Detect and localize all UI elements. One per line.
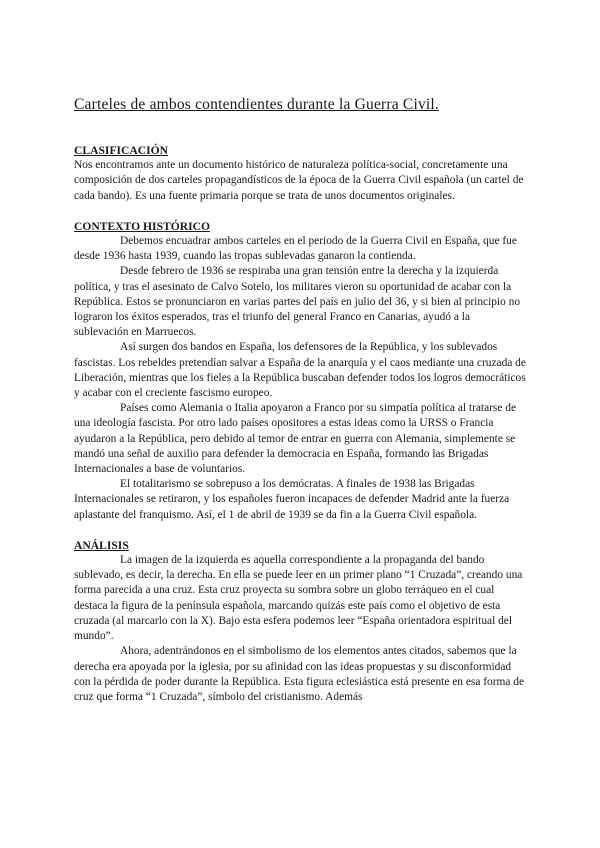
section-heading-clasificacion: CLASIFICACIÓN bbox=[74, 144, 169, 157]
paragraph: La imagen de la izquierda es aquella correspondiente a la propaganda del bando sublevado, es decir, la derecha. En ella se puede leer en un primer plano “1 Cruzada”, creando una forma parecida a una cruz. Esta cruz proyecta su sombra sobre un globo terráqueo en el cual destaca la figura de la península española, marcando quizás este país como el objetivo de esta cruzada (al marcarlo con la X). Bajo esta esfera podemos leer “España orientadora espiritual del mundo”. bbox=[74, 554, 523, 643]
section-contexto-historico bbox=[74, 219, 526, 523]
document-title: Carteles de ambos contendientes durante la Guerra Civil. bbox=[74, 96, 439, 113]
section-heading-contexto-historico: CONTEXTO HISTÓRICO bbox=[74, 219, 211, 233]
section-analisis bbox=[74, 538, 526, 705]
paragraph: El totalitarismo se sobrepuso a los demócratas. A finales de 1938 las Brigadas Internacionales se retiraron, y los españoles fueron incapaces de defender Madrid ante la fuerza aplastante del franquismo. Así, el 1 de abril de 1939 se da fin a la Guerra Civil española. bbox=[74, 478, 510, 521]
paragraph: Nos encontramos ante un documento histórico de naturaleza política-social, concretamente una composición de dos carteles propagandísticos de la época de la Guerra Civil española (un cartel de cada bando). Es una fuente primaria porque se trata de unos documentos originales. bbox=[74, 159, 524, 202]
document-page bbox=[74, 95, 526, 720]
paragraph: Debemos encuadrar ambos carteles en el periodo de la Guerra Civil en España, que fue desde 1936 hasta 1939, cuando las tropas sublevadas ganaron la contienda. bbox=[74, 235, 517, 263]
paragraph: Desde febrero de 1936 se respiraba una gran tensión entre la derecha y la izquierda política, y tras el asesinato de Calvo Sotelo, los militares vieron su oportunidad de acabar con la República. Estos se pronunciaron en varias partes del país en julio del 36, y si bien al principio no lograron los éxitos esperados, tras el triunfo del general Franco en Canarias, ayudó a la sublevación en Marruecos. bbox=[74, 265, 521, 339]
section-heading-analisis: ANÁLISIS bbox=[74, 538, 129, 552]
paragraph: Ahora, adentrándonos en el simbolismo de los elementos antes citados, sabemos que la derecha era apoyada por la iglesia, por su afinidad con las ideas propuestas y su disconformidad con la pérdida de poder durante la República. Esta figura eclesiástica está presente en esa forma de cruz que forma “1 Cruzada”, símbolo del cristianismo. Además bbox=[74, 645, 525, 703]
paragraph: Así surgen dos bandos en España, los defensores de la República, y los sublevados fascistas. Los rebeldes pretendían salvar a España de la anarquía y el caos mediante una cruzada de Liberación, mientras que los fieles a la República buscaban defender todos los logros democráticos y acabar con el creciente fascismo europeo. bbox=[74, 341, 526, 400]
section-clasificacion bbox=[74, 143, 526, 204]
paragraph: Países como Alemania o Italia apoyaron a Franco por su simpatía política al tratarse de una ideología fascista. Por otro lado países opositores a estas ideas como la URSS o Francia ayudaron a la República, pero debido al temor de entrar en guerra con Alemania, simplemente se mandó una señal de auxilio para defender la democracia en España, formando las Brigadas Internacionales a base de voluntarios. bbox=[74, 402, 517, 476]
